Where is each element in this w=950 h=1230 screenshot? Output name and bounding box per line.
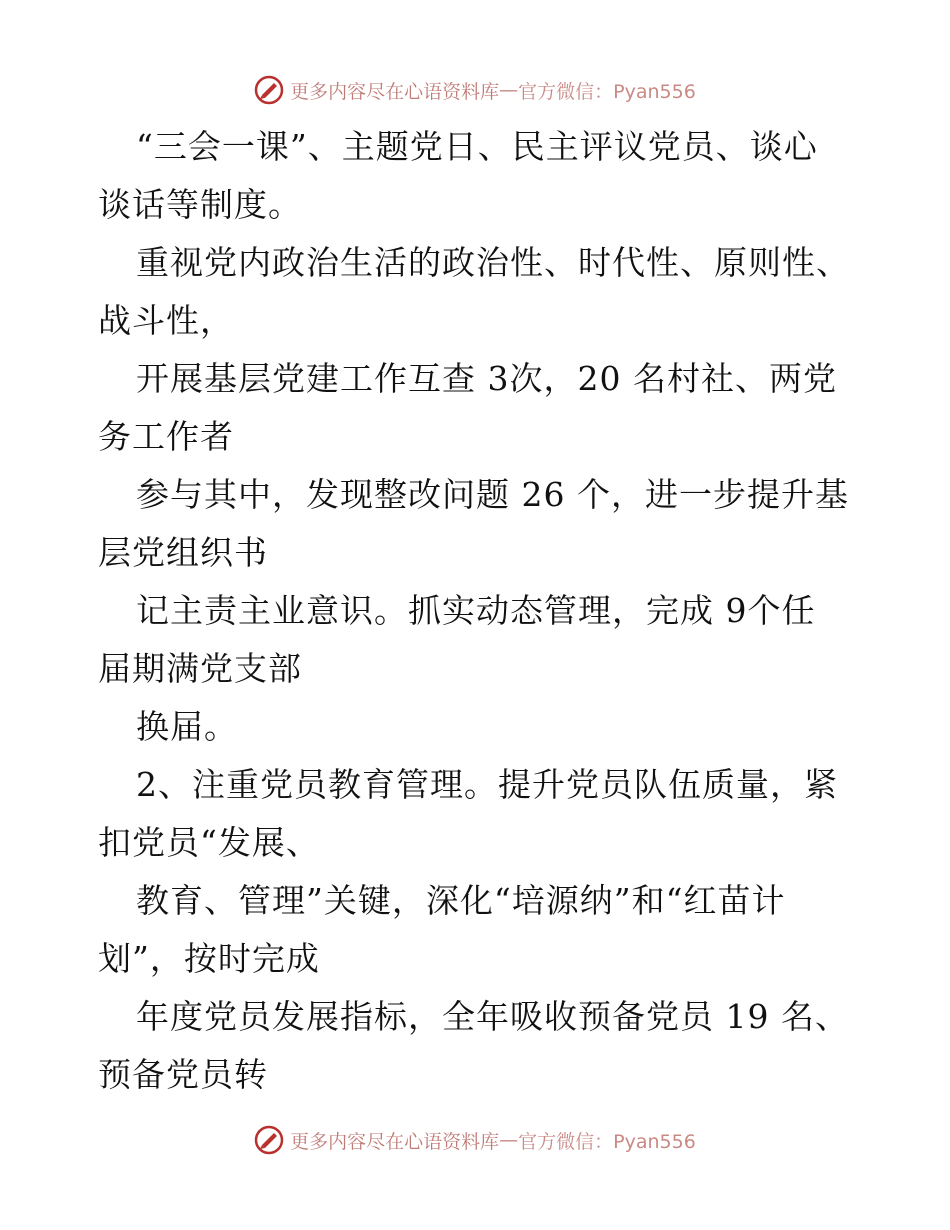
text-line: “三会一课”、主题党日、民主评议党员、谈心 (136, 127, 818, 166)
text-line: 预备党员转 (98, 1055, 268, 1094)
banner-brand-text: 更多内容尽在心语资料库 (290, 1130, 500, 1153)
header-banner (0, 70, 950, 110)
text-line: 务工作者 (98, 417, 234, 456)
text-line: 扣党员“发展、 (98, 823, 320, 862)
text-line: 参与其中，发现整改问题 26 个，进一步提升基 (136, 475, 849, 514)
text-line: 记主责主业意识。抓实动态管理，完成 9个任 (136, 591, 816, 630)
text-line: 2、注重党员教育管理。提升党员队伍质量，紧 (136, 765, 838, 804)
text-line: 换届。 (136, 707, 238, 746)
banner-separator: — (499, 1129, 519, 1151)
text-line: 重视党内政治生活的政治性、时代性、原则性、 (136, 243, 850, 282)
footer-banner (0, 1120, 950, 1160)
text-line: 谈话等制度。 (98, 185, 302, 224)
banner-wechat-text: 官方微信：Pyan556 (518, 1130, 696, 1153)
brand-logo-icon (254, 1125, 284, 1155)
banner-brand-text: 更多内容尽在心语资料库 (290, 80, 500, 103)
text-line: 届期满党支部 (98, 649, 302, 688)
text-line: 战斗性， (98, 301, 234, 340)
text-line: 开展基层党建工作互查 3次，20 名村社、两党 (136, 359, 837, 398)
text-line: 层党组织书 (98, 533, 268, 572)
banner-wechat-text: 官方微信：Pyan556 (518, 80, 696, 103)
document-body (98, 118, 888, 1104)
brand-logo-icon (254, 75, 284, 105)
text-line: 教育、管理”关键，深化“培源纳”和“红苗计 (136, 881, 786, 920)
text-line: 划”，按时完成 (98, 939, 320, 978)
text-line: 年度党员发展指标，全年吸收预备党员 19 名、 (136, 997, 849, 1036)
banner-separator: — (499, 79, 519, 101)
